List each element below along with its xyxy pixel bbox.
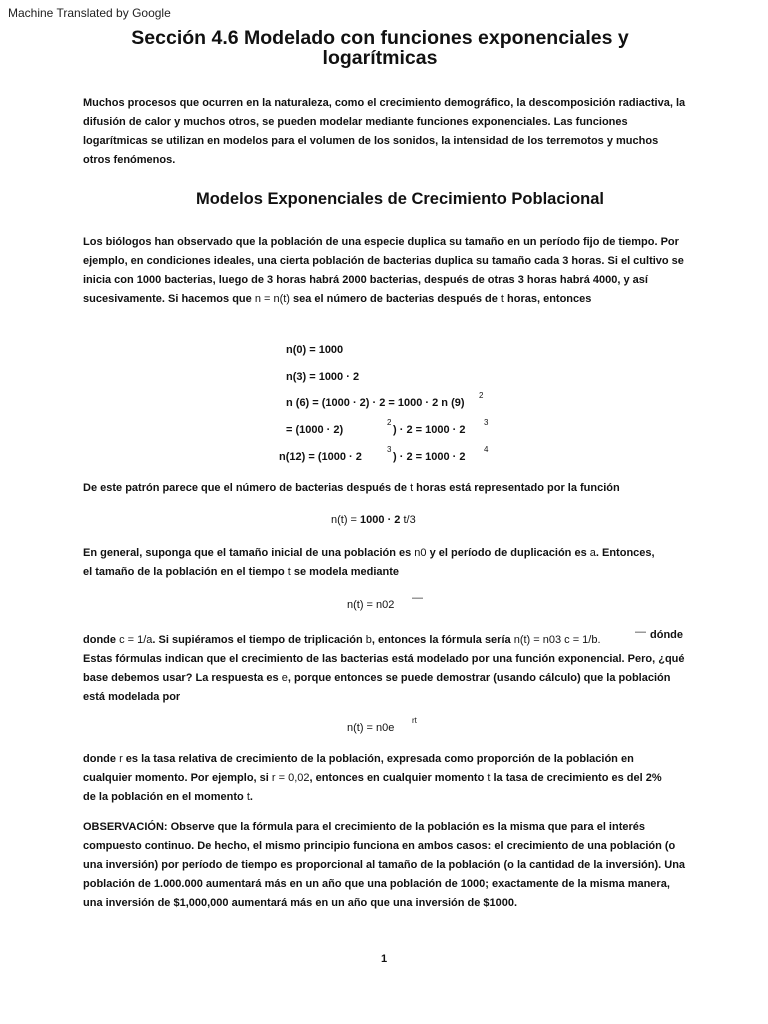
p4-text-a: donde: [83, 634, 120, 646]
p4-donde: dónde: [650, 629, 683, 641]
p5-line-2: [83, 769, 688, 788]
p1-text-b: sea el número de bacterias después de: [289, 293, 501, 305]
equation-n3: n(3) = 1000 · 2: [286, 371, 360, 383]
p1-variable: n = n(t): [254, 293, 290, 305]
equation-n12-exponent-1: 3: [387, 445, 392, 454]
p1-text-c: horas, entonces: [503, 293, 592, 305]
page-number: 1: [380, 953, 388, 965]
p3-line-2: [83, 563, 688, 582]
paragraph-1: [83, 233, 688, 309]
section-heading: Modelos Exponenciales de Crecimiento Poblacional: [195, 190, 605, 208]
p5-line-3: [83, 788, 688, 807]
p3-text-a: En general, suponga que el tamaño inicial de una población es: [83, 547, 415, 559]
p3-line2-a: el tamaño de la población en el tiempo: [83, 566, 288, 578]
p2-text-a: De este patrón parece que el número de bacterias después de: [83, 482, 411, 494]
formula-exponential: n(t) = n0e: [347, 722, 395, 734]
p4-rest2: , porque entonces se puede demostrar (usando cálculo) que la población está modelada por: [83, 672, 671, 703]
formula-doubling-dash: —: [412, 592, 423, 604]
formula-bacteria-lhs: n(t) =: [331, 514, 361, 526]
p5-r-equation: r = 0,02: [271, 772, 310, 784]
p4-text-b: . Si supiéramos el tiempo de triplicación: [152, 634, 366, 646]
p5-line2-a: cualquier momento. Por ejemplo, si: [83, 772, 272, 784]
equation-n9-right: ) · 2 = 1000 · 2: [393, 424, 466, 436]
intro-paragraph: Muchos procesos que ocurren en la naturaleza, como el crecimiento demográfico, la descomposición radiactiva, la difusión de calor y muchos otros, se pueden modelar mediante funciones exponenciales. Las funciones logarítmicas se utilizan en modelos para el volumen de los sonidos, la intensidad de los terremotos y muchos otros fenómenos.: [83, 97, 686, 166]
p2-text-b: horas está representado por la función: [413, 482, 620, 494]
title-line-2: logarítmicas: [322, 47, 438, 69]
page-title: [60, 28, 700, 68]
p5-line2-c: la tasa de crecimiento es del 2%: [490, 772, 662, 784]
p4-b: b: [365, 634, 372, 646]
equation-n9-exponent-2: 3: [484, 418, 489, 427]
p1-t: t: [500, 293, 504, 305]
paragraph-3: [83, 544, 688, 582]
paragraph-4-continued: [83, 650, 688, 707]
p5-line3-b: .: [249, 791, 253, 803]
paragraph-4: [83, 631, 688, 650]
p1-text-a: Los biólogos han observado que la población de una especie duplica su tamaño en un período fijo de tiempo. Por ejemplo, en condiciones ideales, una cierta población de bacterias duplica su tamaño cada 3 horas. Si el cultivo se inicia con 1000 bacterias, luego de 3 horas habrá 2000 bacterias, después de otras 3 horas habrá 4000, y así sucesivamente. Si hacemos que: [83, 236, 684, 305]
p4-tripling-formula: n(t) = n03 c = 1/b.: [513, 634, 601, 646]
equation-n12-exponent-2: 4: [484, 445, 489, 454]
title-line-1: Sección 4.6 Modelado con funciones exponenciales y: [131, 27, 629, 49]
p3-line2-b: se modela mediante: [290, 566, 400, 578]
p5-t2: t: [246, 791, 250, 803]
equation-n12-right: ) · 2 = 1000 · 2: [393, 451, 466, 463]
p3-n0: n0: [414, 547, 427, 559]
p3-text-b: y el período de duplicación es: [426, 547, 590, 559]
paragraph-5: [83, 750, 688, 807]
p5-text-a: donde: [83, 753, 120, 765]
p3-a: a: [589, 547, 596, 559]
p5-line2-b: , entonces en cualquier momento: [309, 772, 488, 784]
equation-n6: n (6) = (1000 · 2) · 2 = 1000 · 2 n (9): [286, 397, 465, 409]
equation-n9-left: = (1000 · 2): [286, 424, 344, 436]
p5-text-b: es la tasa relativa de crecimiento de la población, expresada como proporción de la población en: [122, 753, 634, 765]
equation-n0: n(0) = 1000: [286, 344, 344, 356]
formula-exponential-exponent: rt: [412, 716, 417, 725]
p5-line3-a: de la población en el momento: [83, 791, 247, 803]
p4-rest: Estas fórmulas indican que el crecimiento de las bacterias está modelado por una función exponencial. Pero, ¿qué base debemos usar? La respuesta es: [83, 653, 685, 684]
p3-text-c: . Entonces,: [595, 547, 655, 559]
observation-paragraph: OBSERVACIÓN: Observe que la fórmula para el crecimiento de la población es la misma que para el interés compuesto continuo. De hecho, el mismo principio funciona en ambos casos: el crecimiento de una población (o una inversión) por período de tiempo es proporcional al tamaño de la población (o la cantidad de la inversión). Una población de 1.000.000 aumentará más en un año que una población de 1000; exactamente de la misma manera, una inversión de $1,000,000 aumentará más en un año que una inversión de $1000.: [83, 821, 686, 909]
p3-t: t: [287, 566, 291, 578]
p5-r: r: [119, 753, 123, 765]
p4-c-equation: c = 1/a: [119, 634, 153, 646]
formula-bacteria-exponent: t/3: [400, 514, 416, 526]
p3-line-1: [83, 544, 688, 563]
formula-doubling: n(t) = n02: [347, 599, 395, 611]
translation-banner: Machine Translated by Google: [8, 6, 171, 20]
equation-n12-left: n(12) = (1000 · 2: [279, 451, 362, 463]
equation-n9-exponent-1: 2: [387, 418, 392, 427]
p2-t: t: [410, 482, 414, 494]
p4-text-c: , entonces la fórmula sería: [371, 634, 514, 646]
p4-dash: —: [635, 626, 646, 638]
p5-t: t: [487, 772, 491, 784]
formula-bacteria: [331, 514, 416, 526]
paragraph-2: [83, 479, 688, 498]
p4-e: e: [281, 672, 288, 684]
p5-line-1: [83, 750, 688, 769]
equation-n6-exponent: 2: [479, 391, 484, 400]
formula-bacteria-base: 1000 · 2: [360, 514, 401, 526]
